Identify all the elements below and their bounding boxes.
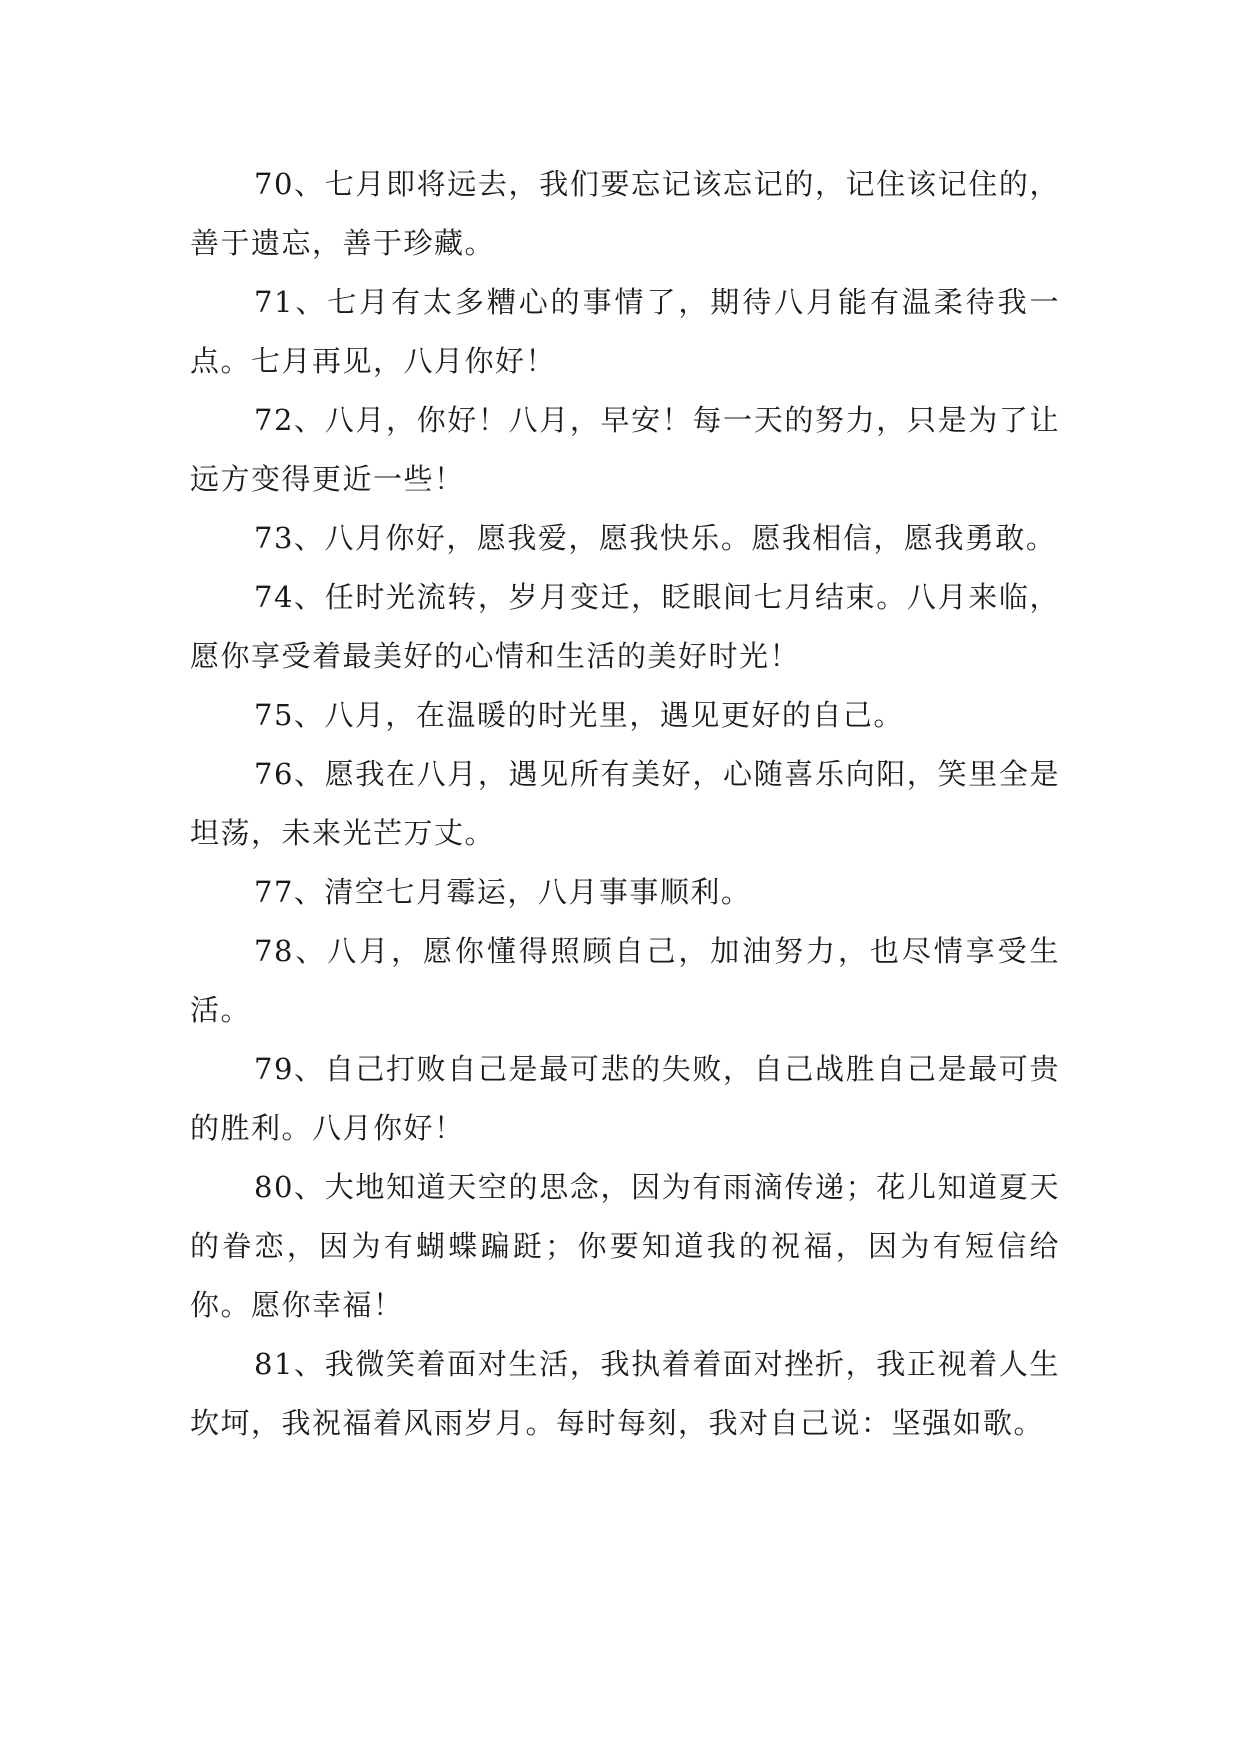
paragraph-71: 71、七月有太多糟心的事情了，期待八月能有温柔待我一点。七月再见，八月你好！ [190,285,1060,378]
paragraph-73: 73、八月你好，愿我爱，愿我快乐。愿我相信，愿我勇敢。 [254,521,1057,555]
paragraph-78: 78、八月，愿你懂得照顾自己，加油努力，也尽情享受生活。 [190,934,1060,1027]
paragraph-76: 76、愿我在八月，遇见所有美好，心随喜乐向阳，笑里全是坦荡，未来光芒万丈。 [190,757,1060,850]
document-body [190,155,1060,1453]
paragraph-70: 70、七月即将远去，我们要忘记该忘记的，记住该记住的，善于遗忘，善于珍藏。 [190,167,1060,260]
paragraph-79: 79、自己打败自己是最可悲的失败，自己战胜自己是最可贵的胜利。八月你好！ [190,1052,1060,1145]
paragraph-75: 75、八月，在温暖的时光里，遇见更好的自己。 [254,698,904,732]
paragraph-74: 74、任时光流转，岁月变迁，眨眼间七月结束。八月来临，愿你享受着最美好的心情和生活的美好时光！ [190,580,1060,673]
paragraph-77: 77、清空七月霉运，八月事事顺利。 [254,875,752,909]
paragraph-81: 81、我微笑着面对生活，我执着着面对挫折，我正视着人生坎坷，我祝福着风雨岁月。每时每刻，我对自己说：坚强如歌。 [190,1347,1060,1440]
paragraph-72: 72、八月，你好！八月，早安！每一天的努力，只是为了让远方变得更近一些！ [190,403,1060,496]
paragraph-80: 80、大地知道天空的思念，因为有雨滴传递；花儿知道夏天的眷恋，因为有蝴蝶蹁跹；你要知道我的祝福，因为有短信给你。愿你幸福！ [190,1170,1060,1322]
